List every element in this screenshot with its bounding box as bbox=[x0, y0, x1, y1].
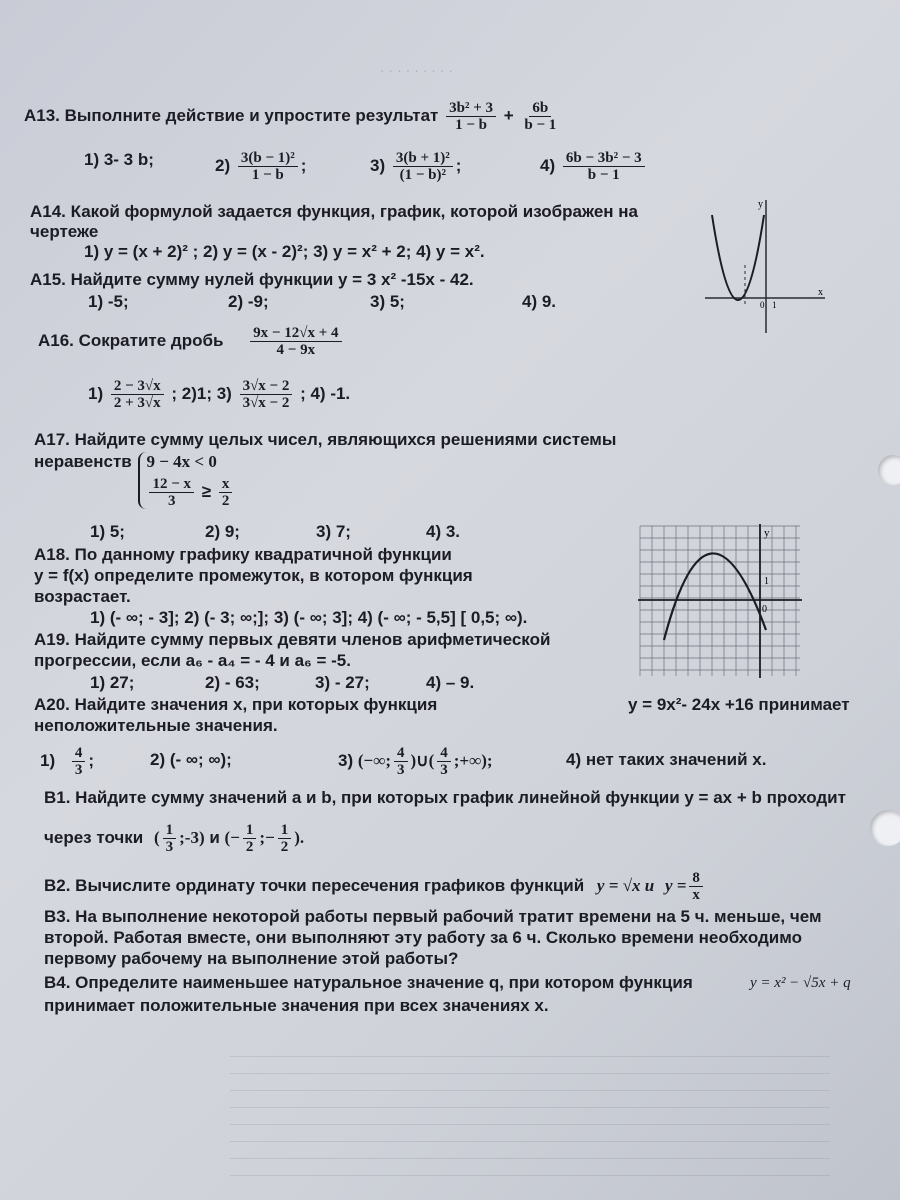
a19-option-1: 1) 27; bbox=[90, 673, 135, 692]
a20-line-1: А20. Найдите значения x, при которых функция bbox=[34, 695, 438, 714]
bleed-text: · · · · · · · · · bbox=[380, 62, 454, 78]
b3-line-1: В3. На выполнение некоторой работы первый рабочий тратит времени на 5 ч. меньше, чем bbox=[44, 907, 822, 926]
graph2-grid bbox=[640, 526, 800, 676]
a19-option-3: 3) - 27; bbox=[315, 673, 370, 692]
graph1-y-label: y bbox=[758, 199, 763, 210]
b4-line-2: принимает положительные значения при всех значениях x. bbox=[44, 996, 549, 1015]
a19-line-1: А19. Найдите сумму первых девяти членов арифметической bbox=[34, 630, 551, 649]
a18-line-2: y = f(x) определите промежуток, в котором функция bbox=[34, 566, 473, 585]
a13-option-1: 1) 3- 3 b; bbox=[84, 150, 154, 169]
a20-option-3: 3) (−∞; $\frac{4}{3}$ )∪( $\frac{4}{3}$ ;+∞); bbox=[338, 745, 493, 778]
bleed-through-lines bbox=[230, 1040, 830, 1180]
graph1-tick-0: 0 bbox=[760, 300, 765, 310]
graph2-tick-0: 0 bbox=[762, 604, 767, 615]
b4-formula: y = x² − √5x + q bbox=[750, 975, 851, 991]
graph2-tick-1: 1 bbox=[764, 576, 769, 587]
punch-hole bbox=[878, 455, 900, 485]
b2-question: В2. Вычислите ординату точки пересечения графиков функций y = √x и y = $\frac{8}{x}$ bbox=[44, 870, 706, 903]
a20-option-2: 2) (- ∞; ∞); bbox=[150, 750, 232, 769]
graph1-x-label: x bbox=[818, 287, 823, 298]
a20-function: y = 9x²- 24x +16 принимает bbox=[628, 695, 850, 714]
a13-title: А13. Выполните действие и упростите результат bbox=[24, 105, 439, 125]
a20-line-2: неположительные значения. bbox=[34, 716, 278, 735]
a18-parabola-graph bbox=[636, 522, 804, 680]
a17-system: неравенств 9 − 4x < 0 $\frac{12 - x}{3}$ ≥ $\frac{x}{2}$ bbox=[34, 452, 235, 509]
a13-option-3: 3) $\frac{\text{3(b + 1)²}}{\text{(1 − b)²}}$ ; bbox=[370, 150, 462, 183]
punch-hole bbox=[870, 810, 900, 846]
a14-parabola-graph bbox=[700, 195, 830, 335]
a15-option-2: 2) -9; bbox=[228, 292, 269, 311]
a19-option-4: 4) – 9. bbox=[426, 673, 475, 692]
a17-option-2: 2) 9; bbox=[205, 522, 240, 541]
a17-option-1: 1) 5; bbox=[90, 522, 125, 541]
graph2-parabola-curve bbox=[664, 553, 766, 640]
inequality-system: 9 − 4x < 0 $\frac{12 - x}{3}$ ≥ $\frac{x}{2}$ bbox=[138, 452, 235, 509]
a14-title-line-1: А14. Какой формулой задается функция, график, которой изображен на bbox=[30, 202, 638, 221]
b3-line-2: второй. Работая вместе, они выполняют эту работу за 6 ч. Сколько времени необходимо bbox=[44, 928, 802, 947]
a13-option-4: 4) $\frac{\text{6b − 3b² − 3}}{b - 1}$ bbox=[540, 150, 648, 183]
a13-fraction-2: $\frac{6b}{b - 1}$ bbox=[524, 100, 557, 133]
a14-title-line-2: чертеже bbox=[30, 222, 99, 241]
a19-line-2: прогрессии, если a₆ - a₄ = - 4 и a₆ = -5. bbox=[34, 651, 351, 670]
a15-option-4: 4) 9. bbox=[522, 292, 557, 311]
b1-line-2: через точки ( $\frac{1}{3}$ ;-3) и (− $\frac{1}{2}$ ;− $\frac{1}{2}$ ). bbox=[44, 822, 305, 855]
graph1-tick-1: 1 bbox=[772, 300, 777, 310]
a16-fraction: $\frac{9x - 12√x + 4}{4 - 9x}$ bbox=[250, 325, 341, 358]
a17-option-3: 3) 7; bbox=[316, 522, 351, 541]
a15-title: А15. Найдите сумму нулей функции y = 3 x² -15x - 42. bbox=[30, 270, 474, 289]
a18-line-1: А18. По данному графику квадратичной функции bbox=[34, 545, 452, 564]
a20-option-1: 1) $\frac{4}{3}$ ; bbox=[40, 745, 95, 778]
graph2-y-label: y bbox=[764, 527, 770, 539]
question-a13: А13. Выполните действие и упростите результат $\frac{\text{3b² + 3}}{1 - b}$ + $\frac{6b}{b - 1}$ bbox=[24, 100, 562, 133]
a14-options: 1) y = (x + 2)² ; 2) y = (x - 2)²; 3) y = x² + 2; 4) y = x². bbox=[84, 242, 485, 261]
a20-option-4: 4) нет таких значений x. bbox=[566, 750, 767, 769]
b4-line-1: В4. Определите наименьшее натуральное значение q, при котором функция bbox=[44, 973, 693, 992]
a15-option-1: 1) -5; bbox=[88, 292, 129, 311]
a17-option-4: 4) 3. bbox=[426, 522, 461, 541]
a19-option-2: 2) - 63; bbox=[205, 673, 260, 692]
a13-fraction-1: $\frac{\text{3b² + 3}}{1 - b}$ bbox=[446, 100, 496, 133]
a18-options: 1) (- ∞; - 3]; 2) (- 3; ∞;]; 3) (- ∞; 3]; 4) (- ∞; - 5,5] [ 0,5; ∞). bbox=[90, 608, 528, 627]
a17-title-line-1: А17. Найдите сумму целых чисел, являющихся решениями системы bbox=[34, 430, 617, 449]
b3-line-3: первому рабочему на выполнение этой работы? bbox=[44, 949, 459, 968]
a13-option-2: 2) $\frac{\text{3(b − 1)²}}{1 - b}$ ; bbox=[215, 150, 307, 183]
graph1-parabola-curve bbox=[712, 215, 764, 300]
a18-line-3: возрастает. bbox=[34, 587, 131, 606]
a16-options: 1) $\frac{2 - 3√x}{2 + 3√x}$ ; 2)1; 3) $\frac{3√x - 2}{3√x - 2}$ ; 4) -1. bbox=[88, 378, 351, 411]
a15-option-3: 3) 5; bbox=[370, 292, 405, 311]
question-a16: А16. Сократите дробь $\frac{9x - 12√x + 4}{4 - 9x}$ bbox=[38, 325, 345, 358]
b1-line-1: В1. Найдите сумму значений a и b, при которых график линейной функции y = ax + b проходит bbox=[44, 788, 846, 807]
